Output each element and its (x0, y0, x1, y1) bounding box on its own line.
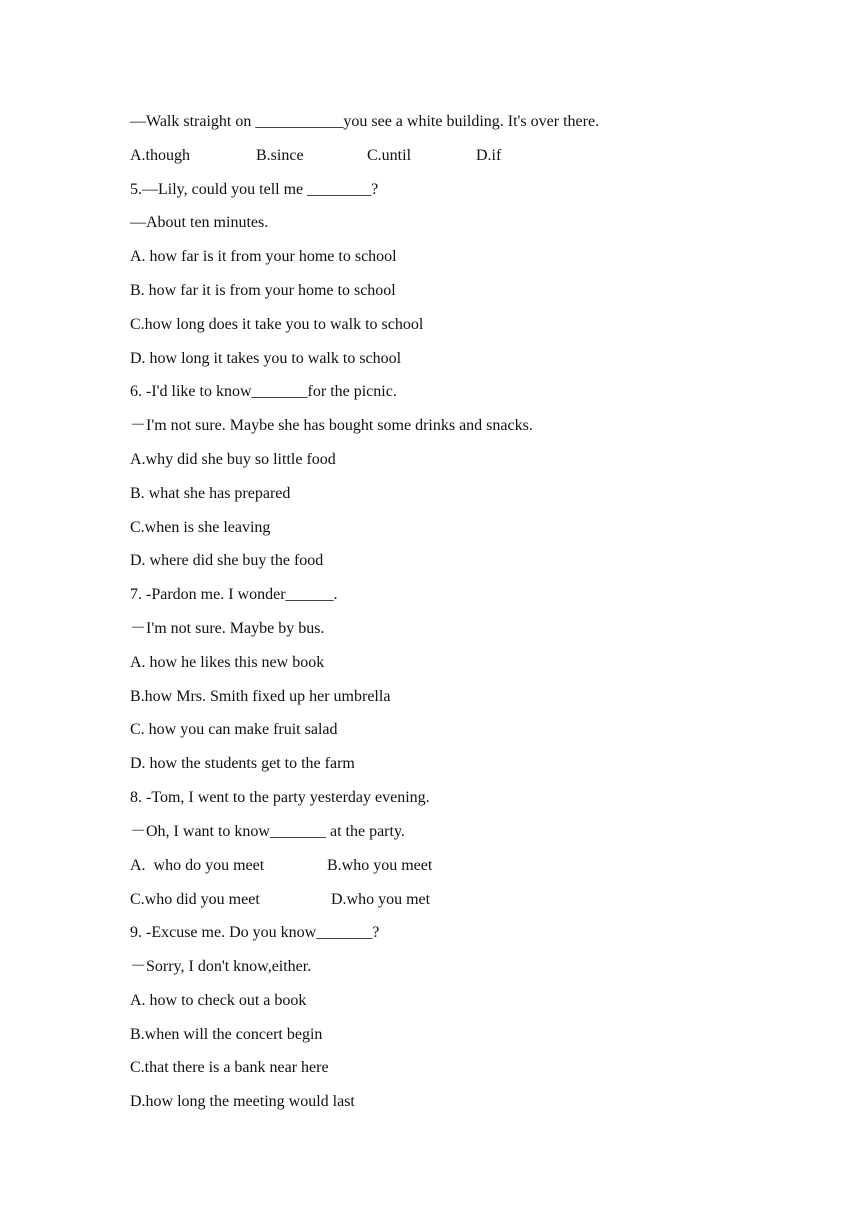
q8-options-row-2 (130, 889, 630, 911)
q4-option-d: D.if (476, 147, 502, 164)
q5-option-c: C.how long does it take you to walk to school (130, 316, 424, 333)
q9-question: 9. -Excuse me. Do you know_______? (130, 924, 380, 941)
q5-question: 5.—Lily, could you tell me ________? (130, 181, 379, 198)
q9-option-b: B.when will the concert begin (130, 1026, 323, 1043)
q6-option-c: C.when is she leaving (130, 519, 271, 536)
q6-option-a: A.why did she buy so little food (130, 451, 336, 468)
q5-answer: —About ten minutes. (130, 214, 269, 231)
q9-option-c: C.that there is a bank near here (130, 1059, 329, 1076)
q4-options-row (130, 145, 730, 167)
q8-option-d: D.who you met (331, 891, 431, 908)
q6-option-d: D. where did she buy the food (130, 552, 324, 569)
q7-option-c: C. how you can make fruit salad (130, 721, 338, 738)
q9-answer: －Sorry, I don't know,either. (130, 958, 312, 975)
q8-option-b: B.who you meet (327, 857, 433, 874)
q5-option-b: B. how far it is from your home to school (130, 282, 396, 299)
q4-answer-line: —Walk straight on ___________you see a white building. It's over there. (130, 113, 600, 130)
q7-option-a: A. how he likes this new book (130, 654, 325, 671)
q5-option-d: D. how long it takes you to walk to school (130, 350, 402, 367)
q9-option-a: A. how to check out a book (130, 992, 307, 1009)
q7-option-d: D. how the students get to the farm (130, 755, 355, 772)
q8-options-row-1 (130, 855, 630, 877)
q4-option-c: C.until (367, 147, 412, 164)
q5-option-a: A. how far is it from your home to school (130, 248, 397, 265)
q7-question: 7. -Pardon me. I wonder______. (130, 586, 338, 603)
q6-option-b: B. what she has prepared (130, 485, 291, 502)
q8-option-a: A. who do you meet (130, 857, 265, 874)
q6-question: 6. -I'd like to know_______for the picnic. (130, 383, 397, 400)
q8-option-c: C.who did you meet (130, 891, 260, 908)
q4-option-a: A.though (130, 147, 190, 164)
q7-option-b: B.how Mrs. Smith fixed up her umbrella (130, 688, 391, 705)
q4-option-b: B.since (256, 147, 304, 164)
q6-answer: －I'm not sure. Maybe she has bought some drinks and snacks. (130, 417, 533, 434)
q7-answer: －I'm not sure. Maybe by bus. (130, 620, 325, 637)
q8-answer: －Oh, I want to know_______ at the party. (130, 823, 405, 840)
q8-question: 8. -Tom, I went to the party yesterday evening. (130, 789, 430, 806)
q9-option-d: D.how long the meeting would last (130, 1093, 355, 1110)
